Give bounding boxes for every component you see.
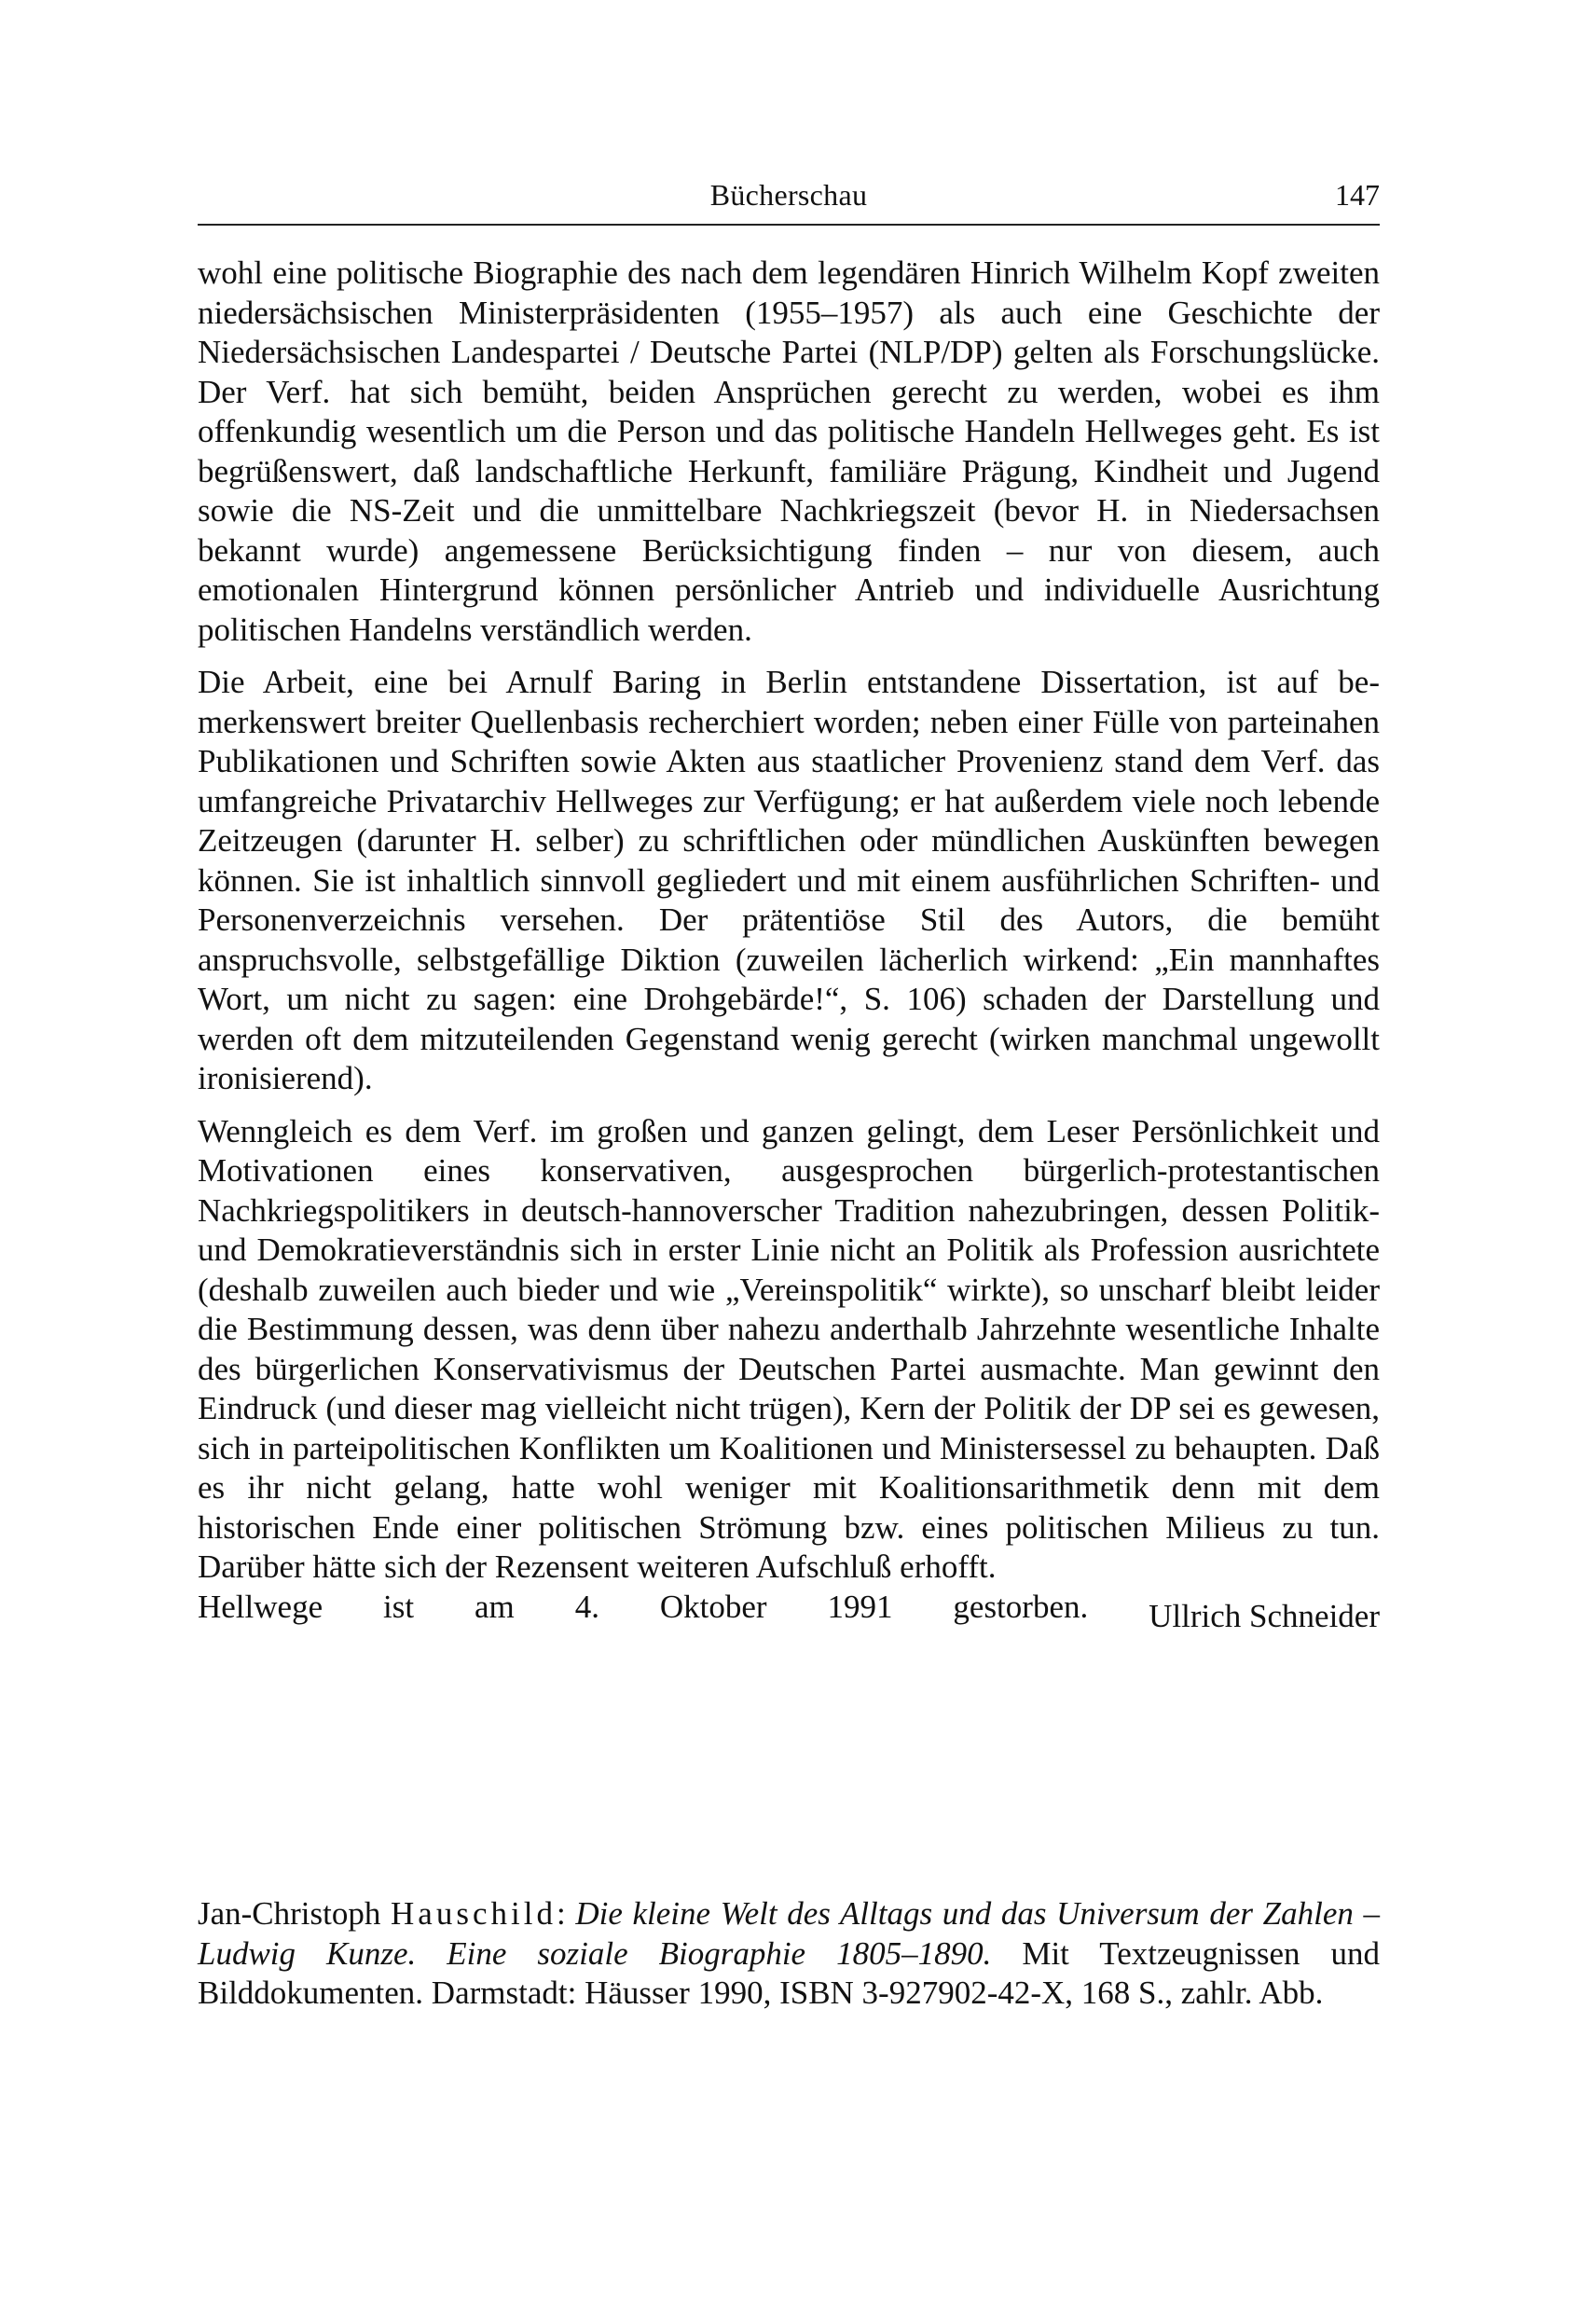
review-paragraph-2: Die Arbeit, eine bei Arnulf Baring in Berlin entstandene Dissertation, ist auf bemerkenswert breiter Quellenbasis recherchiert worden; neben einer Fülle von parteinahen Publikationen und Schriften sowie Akten aus staatlicher Provenienz stand dem Verf. das umfangreiche Privatarchiv Hellweges zur Verfügung; er hat außerdem viele noch lebende Zeitzeugen (darunter H. selber) zu schriftlichen oder mündlichen Auskünften bewegen können. Sie ist inhaltlich sinnvoll gegliedert und mit einem ausführlichen Schriften- und Personenverzeichnis versehen. Der prätentiöse Stil des Autors, die bemüht anspruchsvolle, selbstgefällige Diktion (zuweilen lächerlich wirkend: „Ein mannhaftes Wort, um nicht zu sagen: eine Drohgebärde!“, S. 106) schaden der Darstellung und werden oft dem mitzuteilenden Gegenstand wenig gerecht (wirken manchmal ungewollt ironisierend). xyxy=(198,664,1380,1096)
review-paragraph-1: wohl eine politische Biographie des nach dem legendären Hinrich Wilhelm Kopf zweiten niedersächsischen Ministerpräsidenten (1955–1957) als auch eine Geschichte der Niedersächsischen Landespartei / Deutsche Partei (NLP/DP) gelten als Forschungslücke. Der Verf. hat sich bemüht, beiden Ansprüchen gerecht zu werden, wobei es ihm offenkundig wesentlich um die Person und das politische Handeln Hellweges geht. Es ist begrüßenswert, daß landschaftliche Herkunft, familiäre Prägung, Kindheit und Jugend sowie die NS-Zeit und die unmittelbare Nachkriegszeit (bevor H. in Niedersachsen bekannt wurde) angemessene Berücksichtigung finden – nur von diesem, auch emotionalen Hintergrund können persönlicher Antrieb und individuelle Ausrichtung politischen Handelns verständlich werden. xyxy=(198,255,1380,648)
header-rule xyxy=(198,224,1380,226)
reviewer-name: Ullrich Schneider xyxy=(1149,1597,1380,1634)
bib-author-last: Hauschild xyxy=(391,1895,557,1932)
page-number: 147 xyxy=(1335,178,1380,212)
bib-author xyxy=(198,1895,566,1932)
bib-title: Die kleine Welt des Alltags und das Universum der Zahlen – Ludwig Kunze. Eine soziale Biographie 1805–1890. xyxy=(198,1895,1381,1972)
review-body xyxy=(198,254,1380,1634)
bib-details: Mit Textzeugnissen und Bilddokumenten. Darmstadt: Häusser 1990, ISBN 3-927902-42-X, 168 S., zahlr. Abb. xyxy=(198,1934,1381,2011)
running-header xyxy=(198,173,1380,216)
bib-author-first: Jan-Christoph xyxy=(198,1895,381,1932)
review-paragraph-3: Wenngleich es dem Verf. im großen und ganzen gelingt, dem Leser Persönlichkeit und Motivationen eines konservativen, ausgesprochen bürgerlich-protestantischen Nachkriegspolitikers in deutsch-hannoverscher Tradition nahezubringen, dessen Politik- und Demokratieverständnis sich in erster Linie nicht an Politik als Profession ausrichtete (deshalb zuweilen auch bieder und wie „Vereinspolitik“ wirkte), so unscharf bleibt leider die Bestimmung dessen, was denn über nahezu anderthalb Jahrzehnte wesentliche Inhalte des bürgerlichen Konservativismus der Deutschen Partei ausmachte. Man gewinnt den Eindruck (und dieser mag vielleicht nicht trügen), Kern der Politik der DP sei es gewesen, sich in parteipolitischen Konflikten um Koalitionen und Ministersessel zu behaupten. Daß es ihr nicht gelang, hatte wohl weniger mit Koalitionsarithmetik denn mit dem historischen Ende einer politischen Strömung bzw. eines politischen Milieus zu tun. Darüber hätte sich der Rezensent weiteren Aufschluß erhofft. xyxy=(198,1112,1380,1585)
header-title: Bücherschau xyxy=(709,178,868,212)
signature-line xyxy=(198,1588,1380,1634)
document-page xyxy=(198,0,1380,2312)
bibliography-entry xyxy=(198,1894,1380,2014)
bib-author-separator: : xyxy=(556,1895,566,1932)
closing-sentence: Hellwege ist am 4. Oktober 1991 gestorben. xyxy=(198,1588,1089,1625)
